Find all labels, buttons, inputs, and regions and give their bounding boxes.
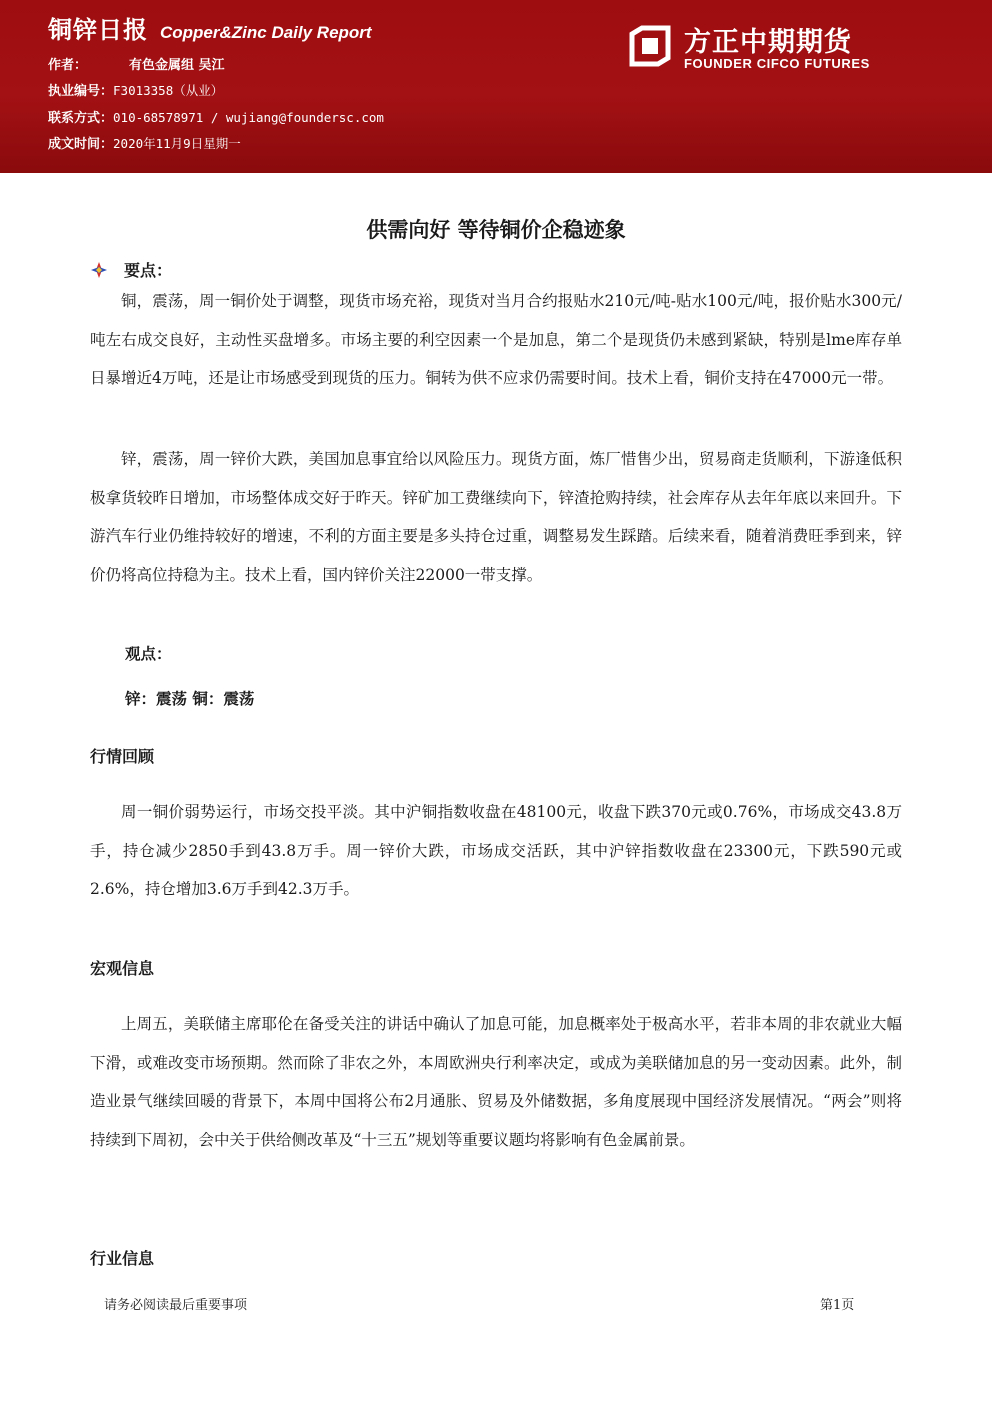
company-logo [628, 22, 888, 78]
keypoints-heading [90, 258, 172, 281]
report-header [0, 0, 992, 173]
macro-paragraph: 上周五，美联储主席耶伦在备受关注的讲话中确认了加息可能，加息概率处于极高水平，若非本周的非农就业大幅下滑，或难改变市场预期。然而除了非农之外，本周欧洲央行利率决定，或成为美联储加息的另一变动因素。此外，制造业景气继续回暖的背景下，本周中国将公布2月通胀、贸易及外储数据，多角度展现中国经济发展情况。“两会”则将持续到下周初，会中关于供给侧改革及“十三五”规划等重要议题均将影响有色金属前景。 [90, 1015, 902, 1149]
diamond-bullet-icon [90, 261, 108, 279]
macro-heading: 宏观信息 [90, 959, 155, 978]
document-title: 供需向好 等待铜价企稳迹象 [366, 218, 626, 242]
zinc-paragraph: 锌，震荡，周一锌价大跌，美国加息事宜给以风险压力。现货方面，炼厂惜售少出，贸易商走货顺利，下游逢低积极拿货较昨日增加，市场整体成交好于昨天。锌矿加工费继续向下，锌渣抢购持续，社会库存从去年年底以来回升。下游汽车行业仍维持较好的增速，不利的方面主要是多头持仓过重，调整易发生踩踏。后续来看，随着消费旺季到来，锌价仍将高位持稳为主。技术上看，国内锌价关注22000一带支撑。 [90, 450, 902, 584]
author-line [48, 54, 225, 73]
contact-label: 联系方式： [48, 111, 114, 126]
market-review-heading: 行情回顾 [90, 747, 155, 766]
view-label: 观点： [125, 645, 172, 663]
keypoints-label: 要点： [124, 261, 173, 280]
market-review-paragraph: 周一铜价弱势运行，市场交投平淡。其中沪铜指数收盘在48100元，收盘下跌370元或0.76%，市场成交43.8万手，持仓减少2850手到43.8万手。周一锌价大跌，市场成交活跃，其中沪锌指数收盘在23300元，下跌590元或2.6%，持仓增加3.6万手到42.3万手。 [90, 803, 902, 898]
founder-logo-icon [628, 24, 672, 68]
contact-line [48, 107, 384, 126]
author-label: 作者： [48, 58, 88, 73]
report-title-row [48, 10, 372, 45]
license-line [48, 80, 223, 99]
page-number: 第1页 [820, 1298, 855, 1313]
brand-name-cn: 方正中期期货 [684, 27, 852, 58]
industry-heading: 行业信息 [90, 1249, 155, 1268]
date-label: 成文时间： [48, 137, 114, 152]
view-value: 锌：震荡 铜：震荡 [125, 690, 255, 708]
footer-notice: 请务必阅读最后重要事项 [104, 1298, 248, 1313]
license-value: F3013358（从业） [113, 83, 224, 98]
author-value: 有色金属组 吴江 [129, 58, 225, 73]
date-line [48, 133, 241, 152]
brand-name-en: FOUNDER CIFCO FUTURES [684, 56, 870, 71]
report-title-cn: 铜锌日报 [48, 16, 148, 44]
copper-paragraph: 铜，震荡，周一铜价处于调整，现货市场充裕，现货对当月合约报贴水210元/吨-贴水100元/吨，报价贴水300元/吨左右成交良好，主动性买盘增多。市场主要的利空因素一个是加息，第二个是现货仍未感到紧缺，特别是lme库存单日暴增近4万吨，还是让市场感受到现货的压力。铜转为供不应求仍需要时间。技术上看，铜价支持在47000元一带。 [90, 292, 902, 387]
report-title-en: Copper&Zinc Daily Report [160, 23, 372, 42]
date-value: 2020年11月9日星期一 [113, 136, 241, 151]
contact-value: 010-68578971 / wujiang@foundersc.com [113, 110, 384, 125]
license-label: 执业编号： [48, 84, 114, 99]
